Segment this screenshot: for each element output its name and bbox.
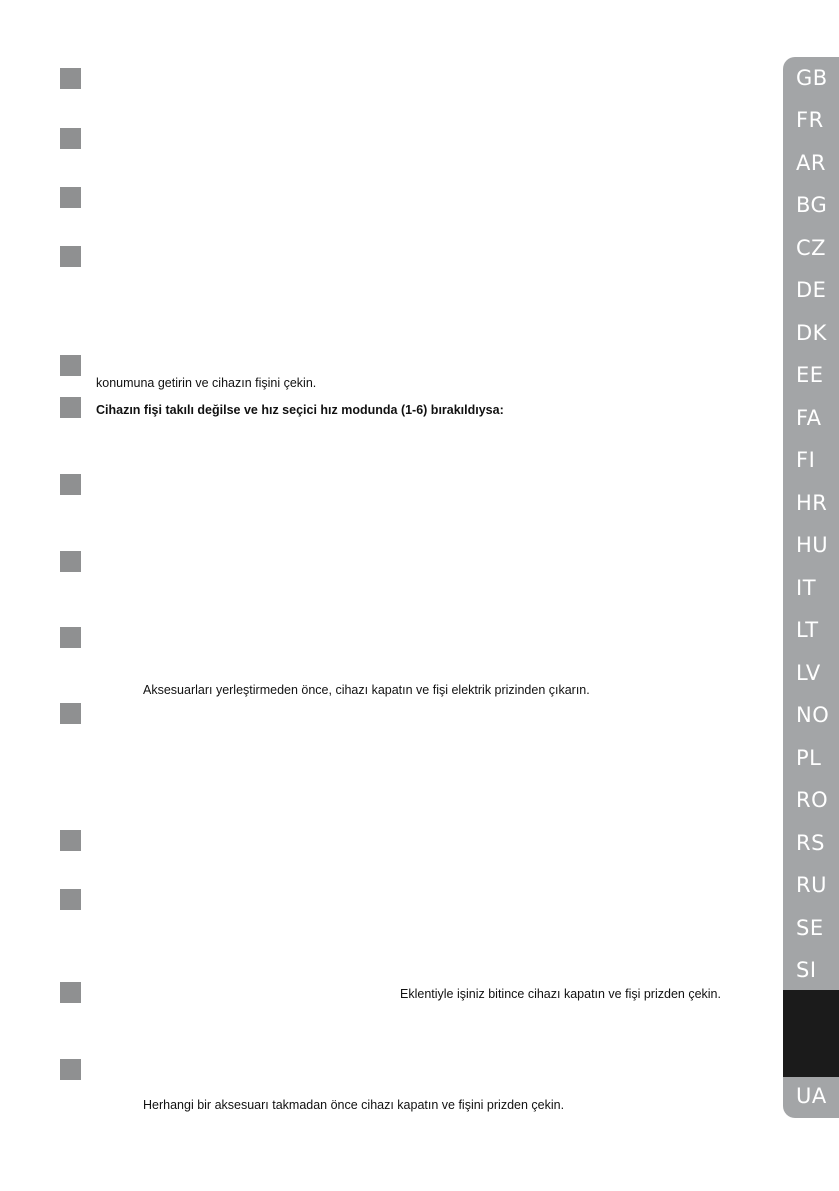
- step-marker: [60, 187, 81, 208]
- language-tab-fi[interactable]: FI: [796, 448, 816, 472]
- step-marker: [60, 68, 81, 89]
- warning-text: Aksesuarları yerleştirmeden önce, cihazı kapatın ve fişi elektrik prizinden çıkarın.: [143, 683, 590, 697]
- step-marker: [60, 889, 81, 910]
- step-marker: [60, 627, 81, 648]
- language-tab-fr[interactable]: FR: [796, 108, 824, 132]
- step-marker: [60, 830, 81, 851]
- step-marker: [60, 703, 81, 724]
- instruction-text: Eklentiyle işiniz bitince cihazı kapatın ve fişi prizden çekin.: [400, 987, 721, 1001]
- instruction-text: konumuna getirin ve cihazın fişini çekin.: [96, 376, 317, 390]
- language-tab-rs[interactable]: RS: [796, 831, 825, 855]
- step-marker: [60, 1059, 81, 1080]
- language-tab-it[interactable]: IT: [796, 576, 817, 600]
- step-marker: [60, 397, 81, 418]
- language-tab-ee[interactable]: EE: [796, 363, 824, 387]
- language-tab-hr[interactable]: HR: [796, 491, 828, 515]
- language-tab-lt[interactable]: LT: [796, 618, 819, 642]
- language-tab-de[interactable]: DE: [796, 278, 827, 302]
- language-tab-bg[interactable]: BG: [796, 193, 828, 217]
- step-marker: [60, 551, 81, 572]
- instruction-heading: Cihazın fişi takılı değilse ve hız seçici hız modunda (1-6) bırakıldıysa:: [96, 403, 504, 417]
- step-marker: [60, 246, 81, 267]
- step-marker: [60, 355, 81, 376]
- step-marker: [60, 982, 81, 1003]
- language-tab-lv[interactable]: LV: [796, 661, 821, 685]
- language-tab-pl[interactable]: PL: [796, 746, 822, 770]
- language-tab-ar[interactable]: AR: [796, 151, 826, 175]
- step-marker: [60, 128, 81, 149]
- language-tab-se[interactable]: SE: [796, 916, 824, 940]
- step-marker: [60, 474, 81, 495]
- language-tab-dk[interactable]: DK: [796, 321, 827, 345]
- language-tab-ro[interactable]: RO: [796, 788, 829, 812]
- language-tab-fa[interactable]: FA: [796, 406, 822, 430]
- language-tab-ru[interactable]: RU: [796, 873, 827, 897]
- language-tab-si[interactable]: SI: [796, 958, 817, 982]
- language-tab-no[interactable]: NO: [796, 703, 830, 727]
- warning-text: Herhangi bir aksesuarı takmadan önce cihazı kapatın ve fişini prizden çekin.: [143, 1098, 565, 1112]
- language-tab-gb[interactable]: GB: [796, 66, 828, 90]
- language-tab-strip: [783, 57, 839, 1118]
- active-language-tab[interactable]: [783, 990, 839, 1077]
- language-tab-cz[interactable]: CZ: [796, 236, 827, 260]
- language-tab-hu[interactable]: HU: [796, 533, 829, 557]
- language-tab-ua[interactable]: UA: [796, 1084, 827, 1108]
